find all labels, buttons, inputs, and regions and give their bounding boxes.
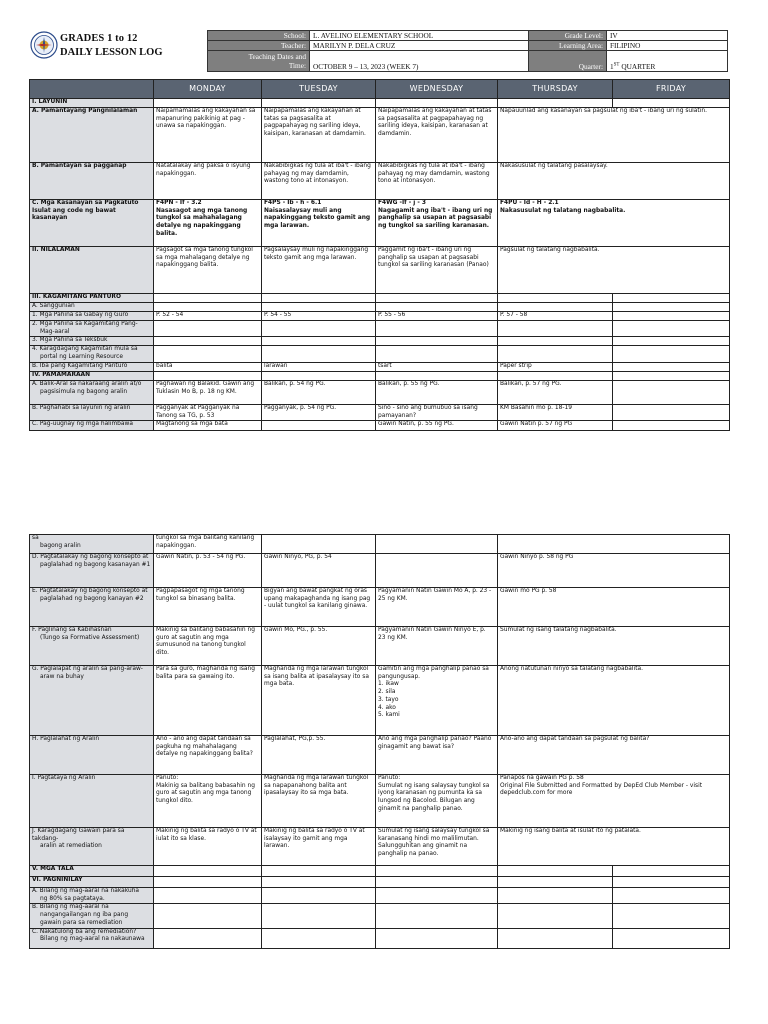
table-row <box>30 312 730 321</box>
row-label-subtext: ng 80% sa pagtataya. <box>40 895 105 902</box>
cell-monday: Naipamamalas ang kakayahan sa mapanuring pakikinig at pag -unawa sa napakinggan. <box>154 108 262 163</box>
header-info-table <box>207 30 728 72</box>
cell-wednesday: Balikan, p. 55 ng PG. <box>376 380 498 404</box>
table-row <box>30 371 730 380</box>
row-label <box>30 775 154 828</box>
school-label: School: <box>208 31 310 41</box>
row-label-text: A. Sanggunian <box>32 303 75 309</box>
cell-thursday: P. 57 - 58 <box>498 312 613 321</box>
row-label <box>30 362 154 371</box>
cell-tuesday <box>262 928 376 948</box>
row-label-text: E. Pagtatalakay ng bagong konsepto at <box>32 588 148 594</box>
cell-thursday: Makinig ng isang balita at isulat ito ng patalata. <box>498 828 730 866</box>
cell-thursday: Nakasusulat ng talatang pasalaysay. <box>498 163 730 200</box>
cell-wednesday <box>376 337 498 346</box>
cell-tuesday: larawan <box>262 362 376 371</box>
cell-tuesday: Gawin Mo, PG., p. 55. <box>262 627 376 666</box>
cell-friday <box>613 321 730 337</box>
day-header-wednesday: WEDNESDAY <box>376 80 498 99</box>
row-label-subtext: (Tungo sa Formative Assessment) <box>40 634 140 641</box>
cell-monday: balita <box>154 362 262 371</box>
cell-tuesday: Pagganyak, p. 54 ng PG. <box>262 404 376 420</box>
cell-wednesday <box>376 877 498 888</box>
cell-thursday <box>498 321 613 337</box>
table-row <box>30 380 730 404</box>
table-row <box>30 362 730 371</box>
table-row <box>30 588 730 627</box>
table-row <box>30 321 730 337</box>
cell-wednesday: Pagyamanin Natin Gawin Mo A, p. 23 - 25 ng KM. <box>376 588 498 627</box>
cell-thursday: Gawin Ninyo p. 58 ng PG <box>498 554 730 588</box>
cell-friday <box>613 337 730 346</box>
cell-friday <box>613 294 730 303</box>
cell-monday <box>154 888 262 904</box>
row-label <box>30 346 154 362</box>
cell-tuesday: Pagsalaysay muli ng napakinggang teksto gamit ang mga larawan. <box>262 247 376 294</box>
cell-monday: tungkol sa mga balitang kanilang napakinggan. <box>154 535 262 554</box>
row-label-text: B. Iba pang Kagamitang Panturo <box>32 362 128 369</box>
cell-friday <box>613 904 730 928</box>
row-label-text: C. Mga Kasanayan sa Pagkatuto <box>32 200 139 206</box>
cell-wednesday: Gawin Natin, p. 55 ng PG. <box>376 421 498 431</box>
cell-thursday: KM Basahin mo p. 18-19 <box>498 404 613 420</box>
cell-wednesday: P. 55 - 56 <box>376 312 498 321</box>
row-label <box>30 247 154 294</box>
cell-tuesday: Balikan, p. 54 ng PG. <box>262 380 376 404</box>
day-header-row <box>30 80 730 99</box>
table-row <box>30 888 730 904</box>
cell-wednesday: Sumulat ng isang salaysay tungkol sa karanasang hindi mo malilimutan. Salungguhitan ang ginamit na panghalip na panao. <box>376 828 498 866</box>
table-row <box>30 928 730 948</box>
cell-wednesday: Panuto: Sumulat ng isang salaysay tungkol sa iyong karanasan ng pumunta ka sa lungsod ng Bacolod. Bilugan ang ginamit na panghalip panao. <box>376 775 498 828</box>
cell-monday: Paghawan ng Balakid. Gawin ang Tuklasin Mo B, p. 18 ng KM. <box>154 380 262 404</box>
cell-tuesday: Gawin Ninyo, PG, p. 54 <box>262 554 376 588</box>
cell-thursday <box>498 866 613 877</box>
row-label <box>30 904 154 928</box>
table-row <box>30 200 730 247</box>
cell-monday: Ano - ano ang dapat tandaan sa pagkuha ng mahahalagang detalye ng napakinggang balita? <box>154 736 262 775</box>
cell-thursday <box>498 888 613 904</box>
cell-friday <box>613 404 730 420</box>
cell-wednesday: Nakabibigkas ng tula at iba't - ibang pahayag ng may damdamin, wastong tono at intonasyon. <box>376 163 498 200</box>
header-corner <box>30 80 154 99</box>
row-label-subtext: aralin at remediation <box>40 843 102 850</box>
cell-tuesday <box>262 337 376 346</box>
table-row <box>30 163 730 200</box>
cell-friday <box>613 362 730 371</box>
dates-label <box>208 51 310 72</box>
table-row <box>30 337 730 346</box>
deped-seal-icon <box>30 31 58 59</box>
row-label-text: VI. PAGNINILAY <box>32 877 83 883</box>
cell-thursday <box>498 303 613 312</box>
row-label-text: sa <box>32 535 39 541</box>
table-row <box>30 535 730 554</box>
cell-monday <box>154 371 262 380</box>
cell-thursday: Pagsulat ng talatang nagbabalita. <box>498 247 730 294</box>
row-label-subtext: Mag-aaral <box>40 328 70 335</box>
cell-monday: Panuto: Makinig sa balitang babasahin ng guro at sagutin ang mga tanong tungkol dito. <box>154 775 262 828</box>
cell-tuesday: Naipapamalas ang kakayahan at tatas sa pagsasalita at pagpapahayag ng sariling ideya, kaisipan, karanasan at damdamin. <box>262 108 376 163</box>
cell-thursday <box>498 294 613 303</box>
row-label <box>30 588 154 627</box>
cell-thursday <box>498 337 613 346</box>
cell-tuesday: Paglalahat, PG,p. 55. <box>262 736 376 775</box>
row-label <box>30 736 154 775</box>
table-row <box>30 866 730 877</box>
table-row <box>30 421 730 431</box>
row-label-subtext: Isulat ang code ng bawat kasanayan <box>32 207 116 222</box>
cell-wednesday: Ano ang mga panghalip panao? Paano ginagamit ang bawat isa? <box>376 736 498 775</box>
cell-monday <box>154 321 262 337</box>
row-label-text: F. Paglinang sa Kabihasnan <box>32 627 112 633</box>
table-row <box>30 904 730 928</box>
table-row <box>30 346 730 362</box>
cell-friday <box>613 312 730 321</box>
row-label-text: I. LAYUNIN <box>32 99 68 105</box>
cell-friday <box>613 380 730 404</box>
row-label-text: 3. Mga Pahina sa Teksbuk <box>32 337 108 344</box>
row-label-text: C. Pag-uugnay ng mga halimbawa <box>32 421 133 428</box>
document-title-dll: DAILY LESSON LOG <box>60 47 163 58</box>
cell-thursday: Gawin Natin p. 57 ng PG <box>498 421 613 431</box>
cell-monday: Pagganyak at Pagganyak na Tanong sa TG, p. 53 <box>154 404 262 420</box>
cell-wednesday <box>376 321 498 337</box>
row-label <box>30 99 154 108</box>
table-row <box>30 247 730 294</box>
table-row <box>30 627 730 666</box>
cell-wednesday <box>376 866 498 877</box>
cell-monday: Gawin Natin, p. 53 - 54 ng PG. <box>154 554 262 588</box>
cell-wednesday <box>376 928 498 948</box>
lesson-table-part-1 <box>29 79 730 431</box>
cell-thursday: Anong natutunan ninyo sa talatang nagbabalita. <box>498 666 730 736</box>
row-label <box>30 371 154 380</box>
grade-level-value: IV <box>607 31 728 41</box>
cell-friday <box>613 346 730 362</box>
row-label-text: D. Pagtatalakay ng bagong konsepto at <box>32 554 149 560</box>
dates-label-line1: Teaching Dates and <box>248 52 306 61</box>
cell-thursday: Sumulat ng isang talatang nagbabalita. <box>498 627 730 666</box>
dates-value: OCTOBER 9 – 13, 2023 (WEEK 7) <box>310 51 529 72</box>
cell-wednesday <box>376 346 498 362</box>
row-label <box>30 312 154 321</box>
cell-thursday: F4PU - Id - H - 2.1 Nakasusulat ng talatang nagbabalita. <box>498 200 730 247</box>
cell-monday <box>154 337 262 346</box>
cell-monday: Natatalakay ang paksa o isyung napakinggan. <box>154 163 262 200</box>
cell-friday <box>613 928 730 948</box>
row-label <box>30 404 154 420</box>
row-label <box>30 535 154 554</box>
day-header-friday: FRIDAY <box>613 80 730 99</box>
cell-thursday <box>498 904 613 928</box>
table-row <box>30 877 730 888</box>
cell-monday: Pagpapasagot ng mga tanong tungkol sa binasang balita. <box>154 588 262 627</box>
table-row <box>30 666 730 736</box>
row-label-text: A. Bilang ng mag-aaral na nakakuha <box>32 888 140 894</box>
row-label-subtext: paglalahad ng bagong kasanayan #1 <box>40 561 151 568</box>
cell-thursday: Gawin mo PG p. 58 <box>498 588 730 627</box>
cell-tuesday <box>262 888 376 904</box>
row-label-subtext: portal ng Learning Resource <box>40 354 123 361</box>
row-label <box>30 627 154 666</box>
cell-wednesday <box>376 371 498 380</box>
cell-monday <box>154 904 262 928</box>
cell-friday <box>613 99 730 108</box>
cell-monday: Makinig ng balita sa radyo o TV at iulat ito sa klase. <box>154 828 262 866</box>
cell-tuesday <box>262 294 376 303</box>
row-label <box>30 380 154 404</box>
row-label <box>30 866 154 877</box>
row-label-text: IV. PAMAMARAAN <box>32 371 91 378</box>
row-label-text: III. KAGAMITANG PANTURO <box>32 294 121 300</box>
row-label <box>30 928 154 948</box>
cell-wednesday <box>376 904 498 928</box>
cell-thursday <box>498 535 730 554</box>
table-row <box>30 404 730 420</box>
cell-monday: Makinig sa balitang babasahin ng guro at sagutin ang mga sumusunod na tanong tungkol dito. <box>154 627 262 666</box>
row-label-text: 4. Karagdagang Kagamitan mula sa <box>32 346 138 353</box>
row-label-text: B. Bilang ng mag-aaral na <box>32 904 109 911</box>
cell-wednesday: Naipapamalas ang kakayahan at tatas sa pagsasalita at pagpapahayag ng sariling ideya, kaisipan, karanasan at damdamin. <box>376 108 498 163</box>
cell-tuesday <box>262 303 376 312</box>
cell-friday <box>613 888 730 904</box>
row-label <box>30 321 154 337</box>
cell-wednesday: Pagyamanin Natin Gawin Ninyo E, p. 23 ng KM. <box>376 627 498 666</box>
cell-tuesday <box>262 321 376 337</box>
row-label-text: 2. Mga Pahina sa Kagamitang Pang- <box>32 321 138 327</box>
cell-wednesday <box>376 294 498 303</box>
cell-tuesday <box>262 904 376 928</box>
cell-tuesday: F4PS - Ib - h - 6.1 Naisasalaysay muli ang napakinggang teksto gamit ang mga larawan. <box>262 200 376 247</box>
cell-tuesday: P. 54 - 55 <box>262 312 376 321</box>
cell-tuesday <box>262 99 376 108</box>
cell-wednesday <box>376 888 498 904</box>
table-row <box>30 554 730 588</box>
cell-monday: Pagsagot sa mga tanong tungkol sa mga mahalagang detalye ng napakinggang balita. <box>154 247 262 294</box>
cell-friday <box>613 371 730 380</box>
table-row <box>30 775 730 828</box>
cell-tuesday: Bigyan ang bawat pangkat ng oras upang makapaghanda ng isang pag - uulat tungkol sa kanilang ginawa. <box>262 588 376 627</box>
teacher-value: MARILYN P. DELA CRUZ <box>310 41 529 51</box>
row-label-subtext: araw na buhay <box>40 673 84 680</box>
cell-monday <box>154 866 262 877</box>
cell-thursday: Panapos na gawain PG p. 58 Original File Submitted and Formatted by DepEd Club Member - visit depedclub.com for more <box>498 775 730 828</box>
row-label-text: 1. Mga Pahina sa Gabay ng Guro <box>32 312 129 318</box>
cell-tuesday: Maghanda ng mga larawan tungkol sa isang balita at ipasalaysay ito sa mga bata. <box>262 666 376 736</box>
table-row <box>30 828 730 866</box>
cell-monday: F4PN - If - 3.2 Nasasagot ang mga tanong tungkol sa mahahalagang detalye ng napakinggang balita. <box>154 200 262 247</box>
cell-monday <box>154 303 262 312</box>
cell-tuesday: Maghanda ng mga larawan tungkol sa napapanahong balita ant ipasalaysay ito sa mga bata. <box>262 775 376 828</box>
row-label <box>30 200 154 247</box>
row-label-text: C. Nakatulong ba ang remediation? <box>32 928 137 935</box>
cell-tuesday <box>262 877 376 888</box>
row-label-text: B. Paghahabi sa layunin ng aralin <box>32 404 131 411</box>
cell-thursday: Paper strip <box>498 362 613 371</box>
cell-friday <box>613 303 730 312</box>
row-label-text: A. Balik-Aral sa nakaraang aralin at/o <box>32 380 142 387</box>
cell-monday: P. 52 - 54 <box>154 312 262 321</box>
cell-thursday <box>498 346 613 362</box>
row-label <box>30 666 154 736</box>
cell-tuesday <box>262 421 376 431</box>
teacher-label: Teacher: <box>208 41 310 51</box>
cell-wednesday: Paggamit ng iba't - ibang uri ng panghalip sa usapan at pagsasabi tungkol sa sariling karanasan (Panao) <box>376 247 498 294</box>
cell-monday <box>154 294 262 303</box>
table-row <box>30 99 730 108</box>
table-row <box>30 294 730 303</box>
cell-wednesday: Gamitin ang mga panghalip panao sa pangungusap. 1. ikaw 2. sila 3. tayo 4. ako 5. kami <box>376 666 498 736</box>
row-label-text: H. Paglalahat ng Aralin <box>32 736 100 742</box>
cell-thursday: Ano-ano ang dapat tandaan sa pagsulat ng balita? <box>498 736 730 775</box>
row-label <box>30 163 154 200</box>
cell-tuesday: Nakabibigkas ng tula at iba't - ibang pahayag ng may damdamin, wastong tono at intonasyon. <box>262 163 376 200</box>
lesson-table-part-2 <box>29 534 730 949</box>
table-row <box>30 303 730 312</box>
cell-wednesday <box>376 303 498 312</box>
cell-monday <box>154 928 262 948</box>
day-header-tuesday: TUESDAY <box>262 80 376 99</box>
row-label-subtext: paglalahad ng bagong kanayan #2 <box>40 595 144 602</box>
cell-friday <box>613 421 730 431</box>
row-label-text: B. Pamantayan sa pagganap <box>32 163 127 169</box>
cell-monday: Para sa guro, maghanda ng isang balita para sa gawaing ito. <box>154 666 262 736</box>
row-label-text: J. Karagdagang Gawain para sa takdang- <box>32 828 125 842</box>
cell-monday: Magtanong sa mga bata <box>154 421 262 431</box>
cell-friday <box>613 866 730 877</box>
cell-monday <box>154 99 262 108</box>
cell-tuesday <box>262 866 376 877</box>
cell-wednesday: Sino - sino ang bumubuo sa isang pamayanan? <box>376 404 498 420</box>
quarter-label: Quarter: <box>529 51 607 72</box>
cell-wednesday <box>376 99 498 108</box>
row-label-subtext: bagong aralin <box>40 542 81 549</box>
cell-wednesday: tsart <box>376 362 498 371</box>
row-label <box>30 554 154 588</box>
row-label-text: II. NILALAMAN <box>32 247 80 253</box>
quarter-number: 1 <box>610 62 614 71</box>
school-value: L. AVELINO ELEMENTARY SCHOOL <box>310 31 529 41</box>
cell-friday <box>613 877 730 888</box>
document-header <box>30 30 742 72</box>
cell-thursday <box>498 928 613 948</box>
row-label <box>30 303 154 312</box>
row-label <box>30 877 154 888</box>
day-header-thursday: THURSDAY <box>498 80 613 99</box>
row-label-subtext: pagsisimula ng bagong aralin <box>40 388 128 395</box>
cell-tuesday <box>262 371 376 380</box>
row-label <box>30 108 154 163</box>
quarter-value <box>607 51 728 72</box>
document-title-grades: GRADES 1 to 12 <box>60 33 138 44</box>
row-label <box>30 421 154 431</box>
table-row <box>30 108 730 163</box>
cell-tuesday: Makinig ng balita sa radyo o TV at isalaysay ito gamit ang mga larawan. <box>262 828 376 866</box>
row-label <box>30 337 154 346</box>
cell-monday <box>154 877 262 888</box>
cell-thursday: Napauunlad ang kasanayan sa pagsulat ng iba't - ibang uri ng sulatin. <box>498 108 730 163</box>
cell-wednesday: F4WG -If - j - 3 Nagagamit ang iba't - ibang uri ng panghalip sa usapan at pagsasabi ng tungkol sa sariling karanasan. <box>376 200 498 247</box>
table-row <box>30 736 730 775</box>
grade-level-label: Grade Level: <box>529 31 607 41</box>
row-label-text: V. MGA TALA <box>32 866 74 872</box>
row-label-text: G. Paglalapat ng aralin sa pang-araw- <box>32 666 143 672</box>
cell-wednesday <box>376 535 498 554</box>
quarter-word: QUARTER <box>619 62 656 71</box>
row-label-text: A. Pamantayang Pangnilalaman <box>32 108 138 114</box>
row-label <box>30 294 154 303</box>
quarter-suffix: ST <box>613 62 620 68</box>
cell-thursday <box>498 877 613 888</box>
cell-tuesday <box>262 346 376 362</box>
day-header-monday: MONDAY <box>154 80 262 99</box>
learning-area-value: FILIPINO <box>607 41 728 51</box>
row-label <box>30 828 154 866</box>
row-label-subtext: nangangailangan ng iba pang gawain para sa remediation <box>40 912 129 926</box>
row-label <box>30 888 154 904</box>
row-label-subtext: Bilang ng mag-aaral na nakaunawa <box>40 936 145 943</box>
cell-thursday: Balikan, p. 57 ng PG. <box>498 380 613 404</box>
cell-tuesday <box>262 535 376 554</box>
learning-area-label: Learning Area: <box>529 41 607 51</box>
dates-label-line2: Time: <box>288 61 306 70</box>
cell-monday <box>154 346 262 362</box>
cell-wednesday <box>376 554 498 588</box>
cell-thursday <box>498 99 613 108</box>
cell-thursday <box>498 371 613 380</box>
row-label-text: I. Pagtataya ng Aralin <box>32 775 96 781</box>
